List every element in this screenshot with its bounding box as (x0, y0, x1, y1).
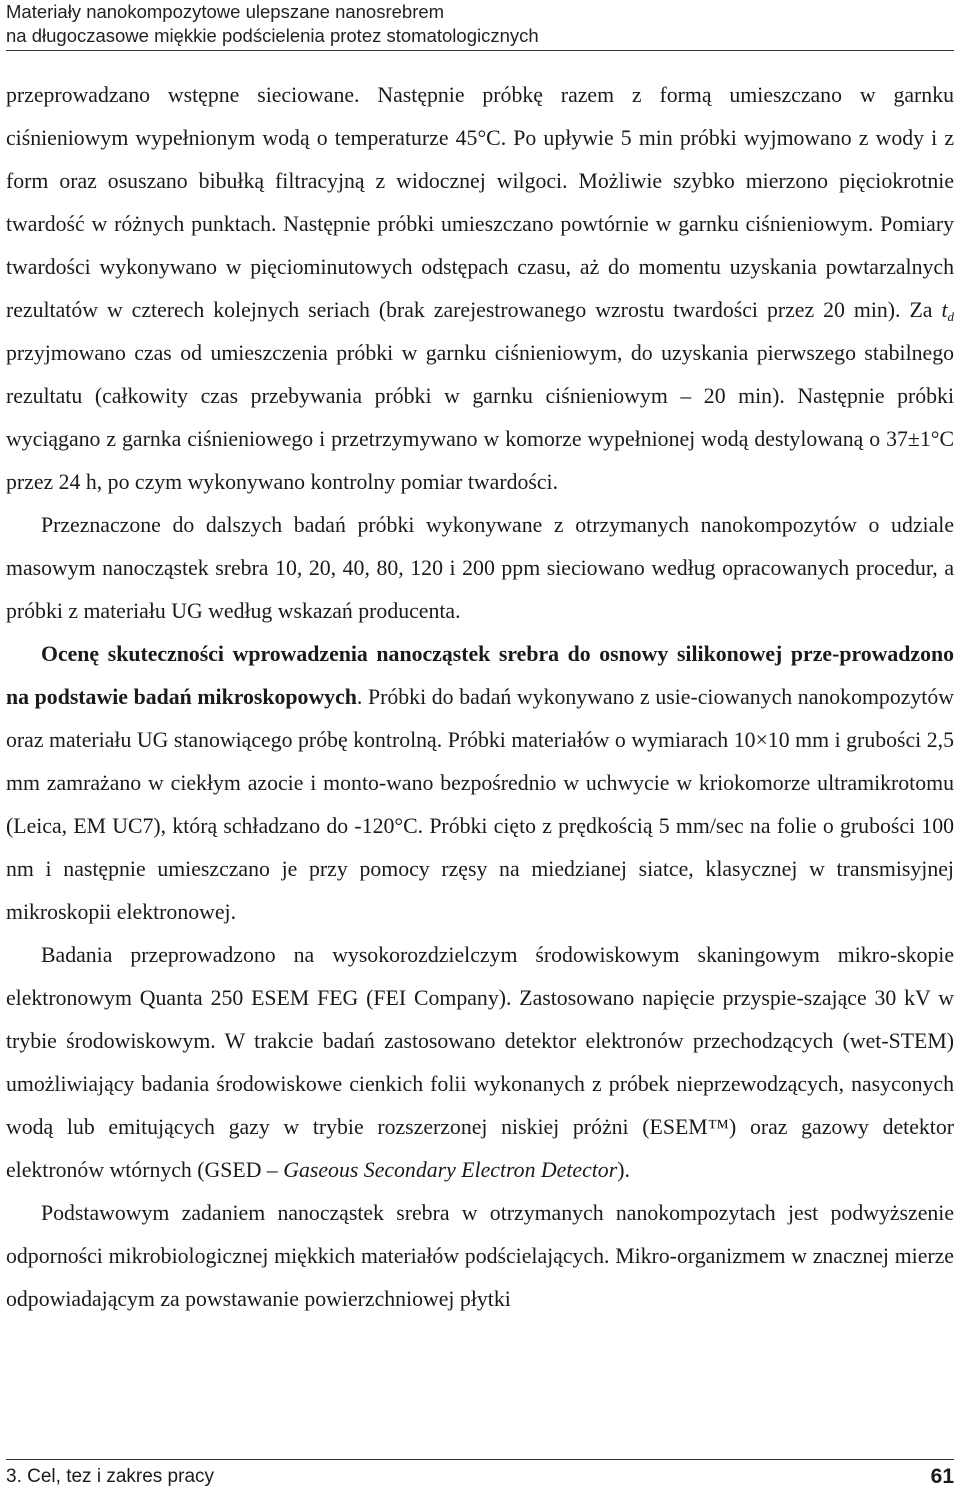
paragraph-text: Badania przeprowadzono na wysokorozdzielczym środowiskowym skaningowym mikro-skopie elektronowym Quanta 250 ESEM FEG (FEI Company). Zastosowano napięcie przyspie-szające 30 kV w trybie środowiskowym. W trakcie badań zastosowano detektor elektronów przechodzących (wet-STEM) umożliwiający badania środowiskowe cienkich folii wykonanych z próbek nieprzewodzących, nasyconych wodą lub emitujących gazy w trybie rozszerzonej niskiej próżni (ESEM™) oraz gazowy detektor elektronów wtórnych (GSED – (6, 943, 954, 1182)
italic-term: Gaseous Secondary Electron Detector (283, 1158, 618, 1182)
running-header (6, 0, 954, 48)
paragraph-text: . Próbki do badań wykonywano z usie-ciowanych nanokompozytów oraz materiału UG stanowiącego próbę kontrolną. Próbki materiałów o wymiarach 10×10 mm i grubości 2,5 mm zamrażano w ciekłym azocie i monto-wano bezpośrednio w uchwycie w kriokomorze ultramikrotomu (Leica, EM UC7), którą schładzano do -120°C. Próbki cięto z prędkością 5 mm/sec na folie o grubości 100 nm i następnie umieszczano je przy pomocy rzęsy na miedzianej siatce, klasycznej w transmisyjnej mikroskopii elektronowej. (6, 685, 954, 924)
paragraph-silver-role: Podstawowym zadaniem nanocząstek srebra w otrzymanych nanokompozytach jest podwyższenie odporności mikrobiologicznej miękkich materiałów podścielających. Mikro-organizmem w znacznej mierze odpowiadającym za powstawanie powierzchniowej płytki (6, 1201, 954, 1311)
symbol-subscript-d: d (947, 309, 954, 324)
paragraph-text: przyjmowano czas od umieszczenia próbki w garnku ciśnieniowym, do uzyskania pierwszego stabilnego rezultatu (całkowity czas przebywania próbki w garnku ciśnieniowym – 20 min). Następnie próbki wyciągano z garnka ciśnieniowego i przetrzymywano w komorze wypełnionej wodą destylowaną o 37±1°C przez 24 h, po czym wykonywano kontrolny pomiar twardości. (6, 341, 954, 494)
paragraph-sample-preparation: Przeznaczone do dalszych badań próbki wykonywane z otrzymanych nanokompozytów o udziale masowym nanocząstek srebra 10, 20, 40, 80, 120 i 200 ppm sieciowano według opracowanych procedur, a próbki z materiału UG według wskazań producenta. (6, 513, 954, 623)
header-divider (6, 50, 954, 51)
paragraph-sem-research (6, 934, 954, 1192)
page-number: 61 (930, 1465, 954, 1488)
symbol-t: t (941, 298, 948, 322)
paragraph-text: ). (617, 1158, 630, 1182)
footer-divider (6, 1459, 954, 1460)
footer-section-title: 3. Cel, tez i zakres pracy (6, 1466, 215, 1487)
header-title-line-2: na długoczasowe miękkie podścielenia protez stomatologicznych (6, 25, 539, 46)
paragraph-microscopy-methods (6, 633, 954, 934)
paragraph-hardness-measurement (6, 74, 954, 504)
header-title-line-1: Materiały nanokompozytowe ulepszane nanosrebrem (6, 1, 445, 22)
paragraph-text: przeprowadzano wstępne sieciowane. Następnie próbkę razem z formą umieszczano w garnku ciśnieniowym wypełnionym wodą o temperaturze 45°C. Po upływie 5 min próbki wyjmowano z wody i z form oraz osuszano bibułką filtracyjną z widocznej wilgoci. Możliwie szybko mierzono pięciokrotnie twardość w różnych punktach. Następnie próbki umieszczano powtórnie w garnku ciśnieniowym. Pomiary twardości wykonywano w pięciominutowych odstępach czasu, aż do momentu uzyskania powtarzalnych rezultatów w czterech kolejnych seriach (brak zarejestrowanego wzrostu twardości przez 20 min). Za (6, 83, 954, 322)
page-body (6, 74, 954, 1321)
emphasized-statement: Ocenę skuteczności wprowadzenia nanocząstek srebra do osnowy silikonowej prze-prowadzono na podstawie badań mikroskopowych (6, 642, 954, 709)
